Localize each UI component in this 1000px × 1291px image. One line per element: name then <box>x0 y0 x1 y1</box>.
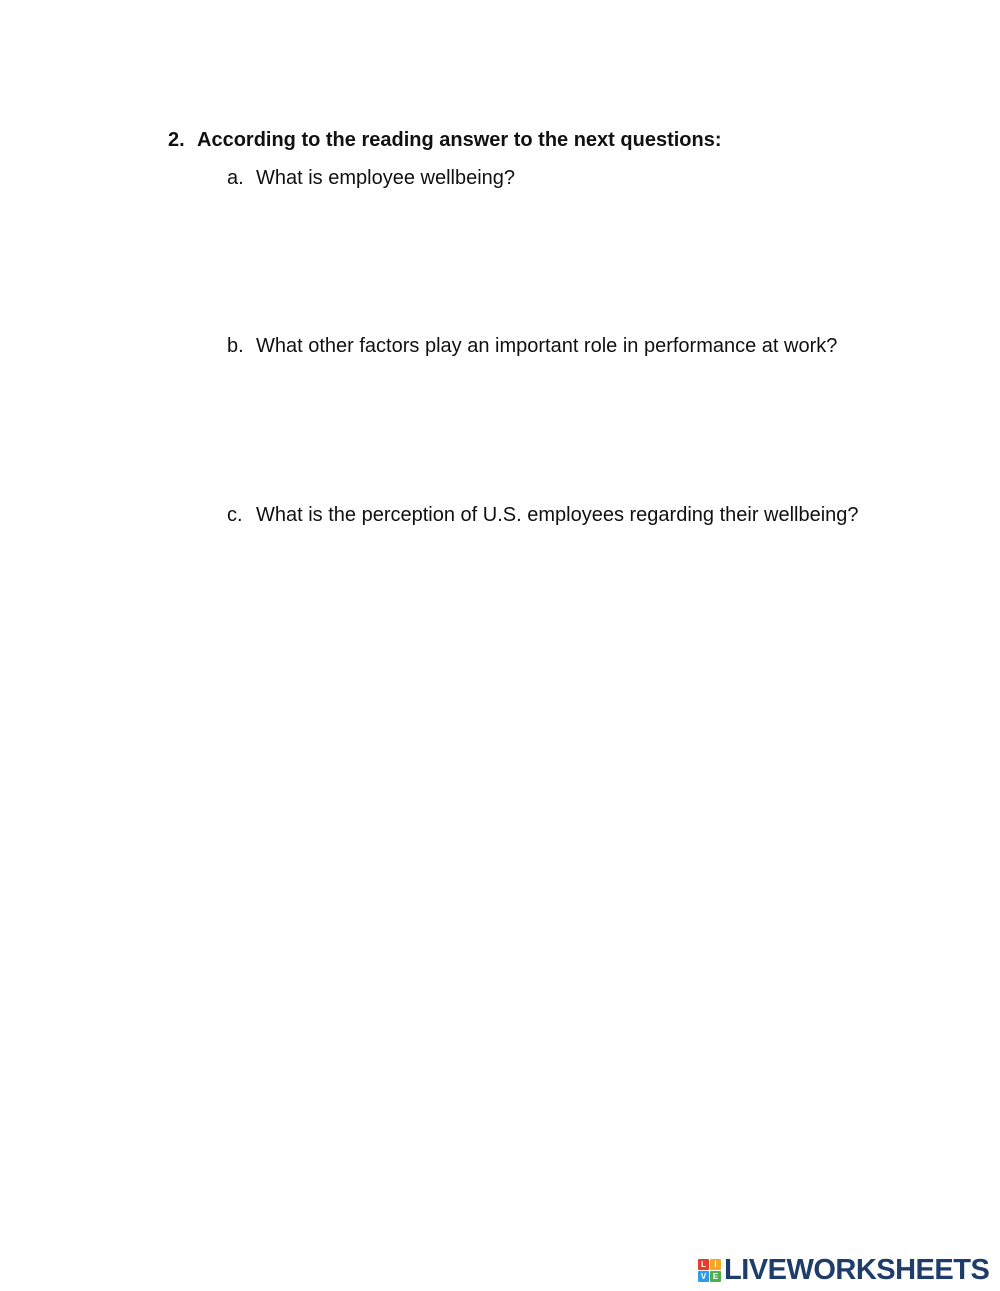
liveworksheets-logo[interactable] <box>698 1255 989 1285</box>
logo-wordmark: LIVEWORKSHEETS <box>724 1254 990 1286</box>
subquestion-text: What other factors play an important role in performance at work? <box>256 335 838 357</box>
logo-tile-i: I <box>710 1259 721 1270</box>
subquestion-a <box>227 160 859 197</box>
subquestion-letter: a. <box>227 167 244 189</box>
question-prompt: According to the reading answer to the next questions: <box>197 129 722 151</box>
logo-tile-v: V <box>698 1271 709 1282</box>
subquestion-b <box>227 328 859 365</box>
subquestion-letter: c. <box>227 504 243 526</box>
logo-tiles-icon <box>698 1259 721 1282</box>
question-heading <box>168 127 868 153</box>
subquestion-text: What is the perception of U.S. employees regarding their wellbeing? <box>256 504 859 526</box>
subquestion-c <box>227 497 859 534</box>
logo-tile-e: E <box>710 1271 721 1282</box>
subquestion-text: What is employee wellbeing? <box>256 167 516 189</box>
question-number: 2. <box>168 129 185 151</box>
subquestion-letter: b. <box>227 335 244 357</box>
logo-tile-l: L <box>698 1259 709 1270</box>
